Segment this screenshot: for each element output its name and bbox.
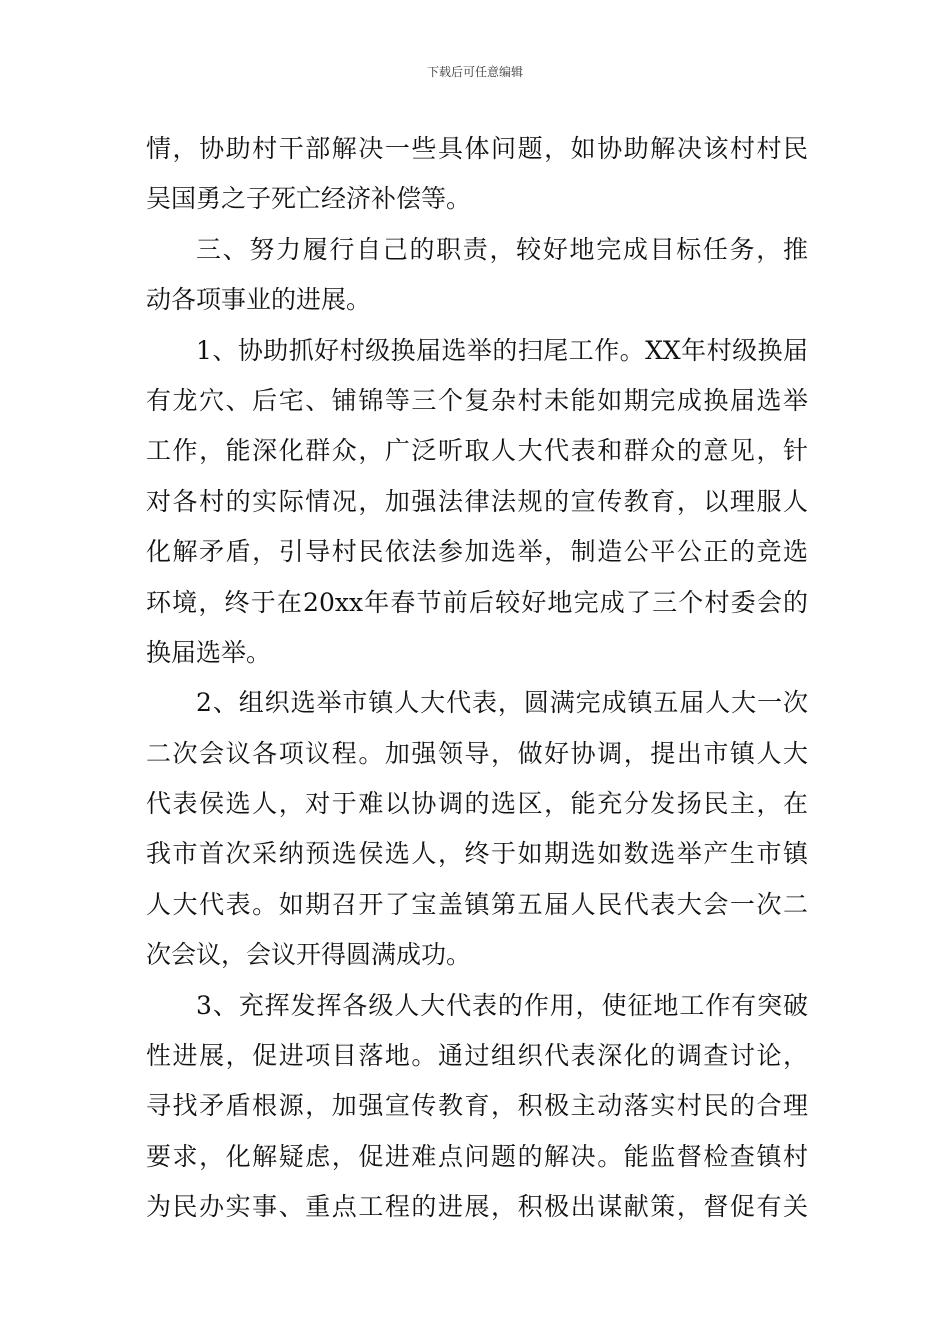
text-line: 对各村的实际情况，加强法律法规的宣传教育，以理服人 xyxy=(146,486,808,516)
text-line: 我市首次采纳预选侯选人，终于如期选如数选举产生市镇 xyxy=(146,839,808,869)
text-line: 代表侯选人，对于难以协调的选区，能充分发扬民主，在 xyxy=(146,789,808,819)
text-line: 环境，终于在20xx年春节前后较好地完成了三个村委会的 xyxy=(146,587,808,617)
document-body xyxy=(146,124,808,1233)
paragraph-first-line: 2、组织选举市镇人大代表，圆满完成镇五届人大一次 xyxy=(196,688,808,718)
text-line: 寻找矛盾根源，加强宣传教育，积极主动落实村民的合理 xyxy=(146,1091,808,1121)
text-line: 性进展，促进项目落地。通过组织代表深化的调查讨论， xyxy=(146,1041,808,1071)
text-line: 吴国勇之子死亡经济补偿等。 xyxy=(146,184,472,214)
paragraph-first-line: 1、协助抓好村级换届选举的扫尾工作。XX年村级换届 xyxy=(196,335,808,365)
text-line: 二次会议各项议程。加强领导，做好协调，提出市镇人大 xyxy=(146,738,808,768)
page-header-note: 下载后可任意编辑 xyxy=(426,65,523,79)
text-line: 次会议，会议开得圆满成功。 xyxy=(146,940,472,970)
text-line: 化解矛盾，引导村民依法参加选举，制造公平公正的竞选 xyxy=(146,537,808,567)
text-line: 人大代表。如期召开了宝盖镇第五届人民代表大会一次二 xyxy=(146,889,808,919)
text-line: 动各项事业的进展。 xyxy=(146,285,372,315)
text-line: 工作，能深化群众，广泛听取人大代表和群众的意见，针 xyxy=(146,436,808,466)
text-line: 换届选举。 xyxy=(146,637,272,667)
text-line: 有龙穴、后宅、铺锦等三个复杂村未能如期完成换届选举 xyxy=(146,385,808,415)
section-heading-line: 三、努力履行自己的职责，较好地完成目标任务，推 xyxy=(196,234,808,264)
paragraph-first-line: 3、充挥发挥各级人大代表的作用，使征地工作有突破 xyxy=(196,990,808,1020)
text-line: 为民办实事、重点工程的进展，积极出谋献策，督促有关 xyxy=(146,1192,808,1222)
text-line: 情，协助村干部解决一些具体问题，如协助解决该村村民 xyxy=(146,134,808,163)
text-line: 要求，化解疑虑，促进难点问题的解决。能监督检查镇村 xyxy=(146,1141,808,1171)
